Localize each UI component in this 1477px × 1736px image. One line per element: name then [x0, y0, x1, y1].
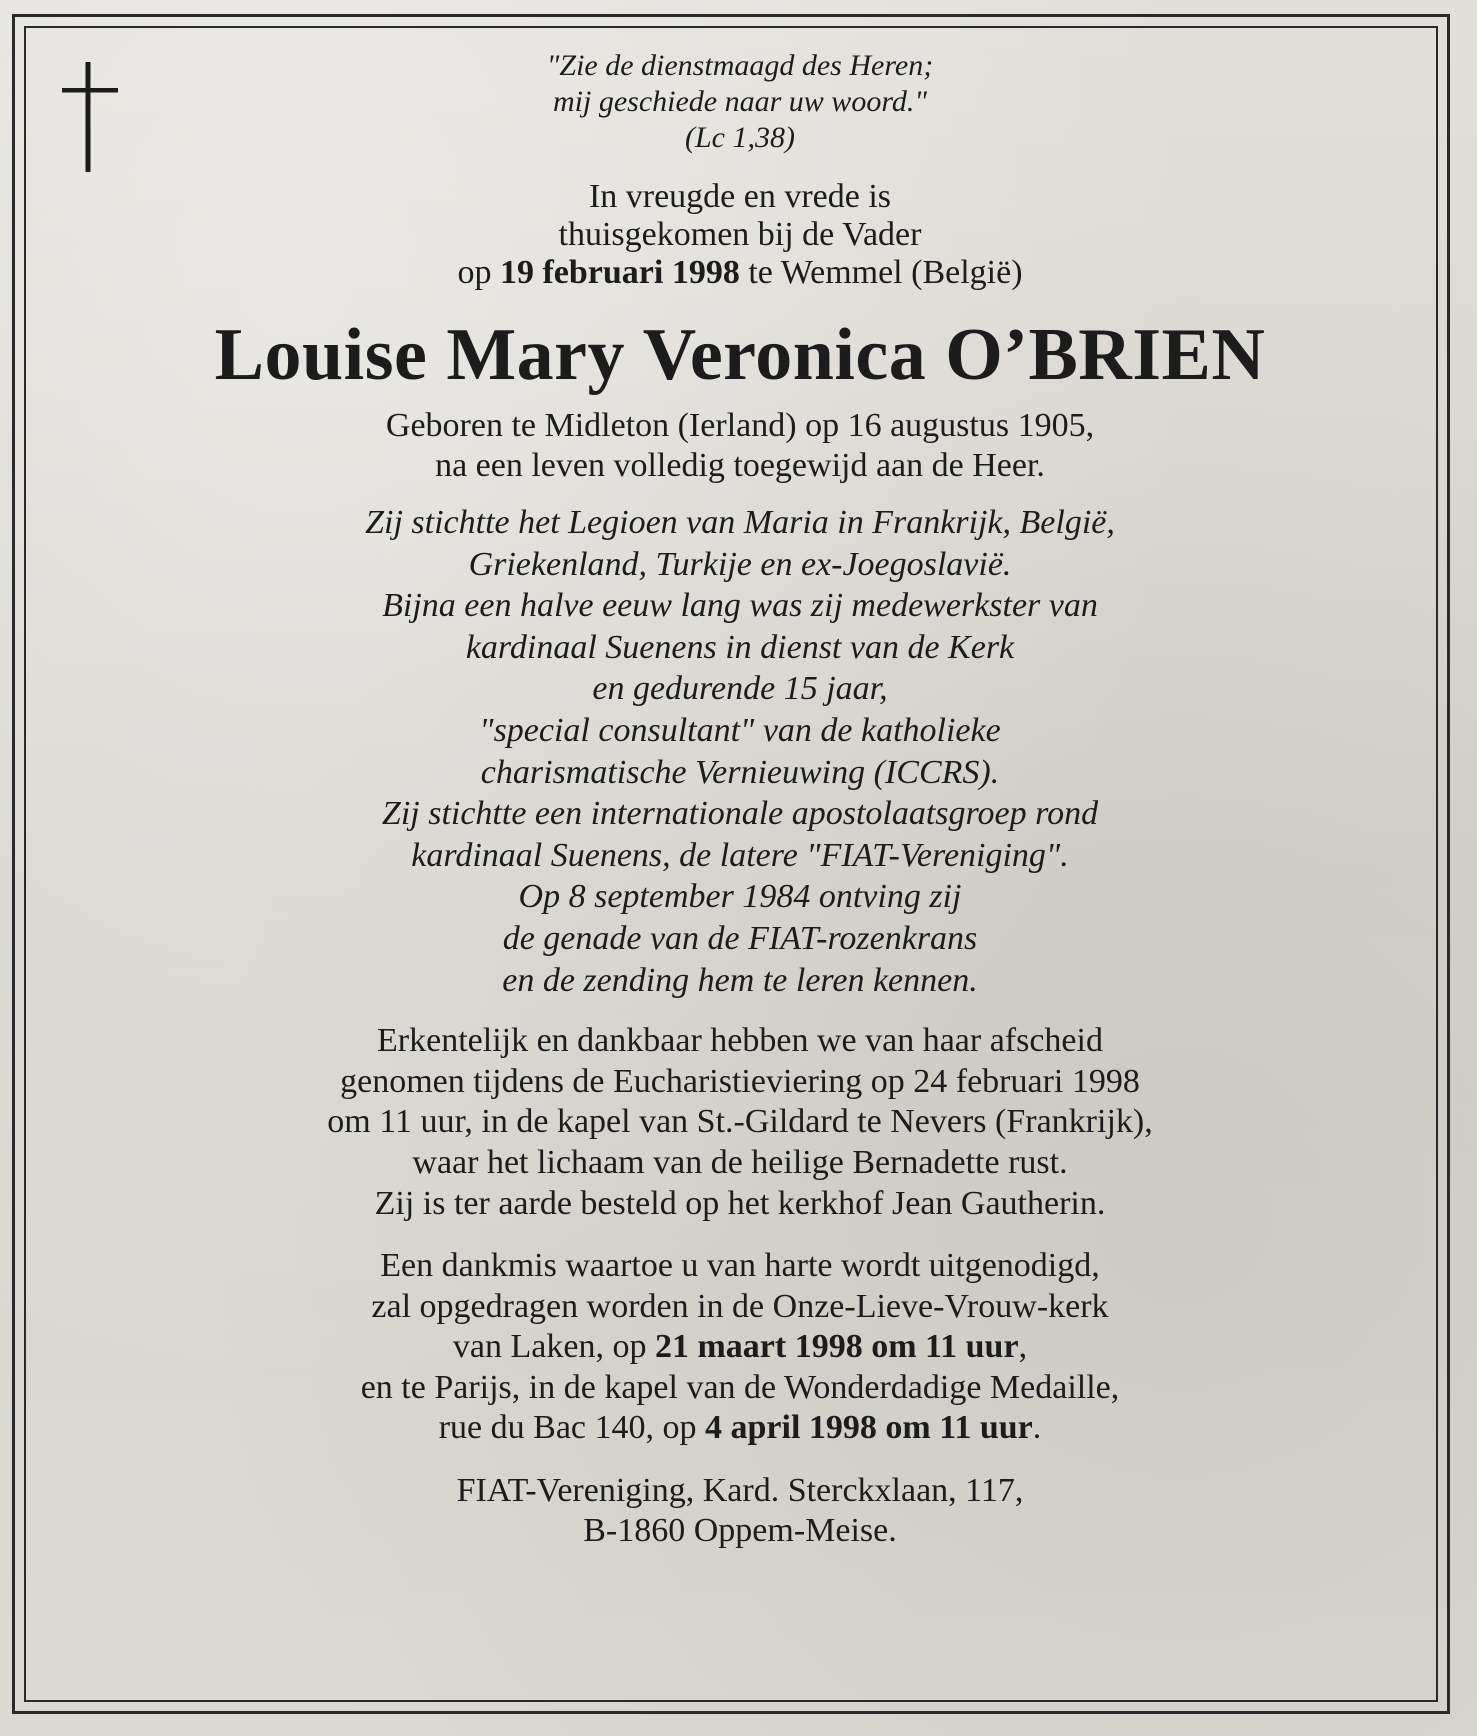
mass-line: rue du Bac 140, op 4 april 1998 om 11 uur.: [438, 1409, 1042, 1447]
bio-line: Op 8 september 1984 ontving zij: [518, 878, 962, 916]
quote-line: mij geschiede naar uw woord.": [553, 85, 927, 118]
bio-line: "special consultant" van de katholieke: [479, 711, 1001, 749]
mass-line: zal opgedragen worden in de Onze-Lieve-Vrouw-kerk: [371, 1287, 1109, 1325]
intro-line: In vreugde en vrede is: [588, 178, 892, 215]
thanksgiving-mass: [60, 1246, 1420, 1449]
farewell-paragraph: [60, 1021, 1420, 1224]
bio-line: Griekenland, Turkije en ex-Joegoslavië.: [468, 545, 1012, 583]
announcement-intro: [60, 178, 1420, 292]
quote-line: "Zie de dienstmaagd des Heren;: [546, 49, 934, 82]
address-line: FIAT-Vereniging, Kard. Sterckxlaan, 117,: [456, 1472, 1024, 1510]
farewell-line: Zij is ter aarde besteld op het kerkhof Jean Gautherin.: [374, 1184, 1106, 1222]
intro-line: thuisgekomen bij de Vader: [558, 216, 922, 253]
address-line: B-1860 Oppem-Meise.: [583, 1512, 897, 1550]
quote-reference: (Lc 1,38): [685, 121, 795, 154]
contact-address: [60, 1471, 1420, 1551]
death-date-line: op 19 februari 1998 te Wemmel (België): [457, 254, 1023, 291]
mass-line: Een dankmis waartoe u van harte wordt uitgenodigd,: [380, 1247, 1100, 1285]
farewell-line: genomen tijdens de Eucharistieviering op 24 februari 1998: [340, 1062, 1140, 1100]
obituary-text: [60, 48, 1420, 1551]
biography: [60, 502, 1420, 1001]
bio-line: Zij stichtte een internationale apostolaatsgroep rond: [381, 795, 1099, 833]
bio-line: en gedurende 15 jaar,: [592, 670, 888, 708]
bio-line: charismatische Vernieuwing (ICCRS).: [480, 753, 1000, 791]
bio-line: Bijna een halve eeuw lang was zij medewerkster van: [382, 587, 1098, 625]
birth-line: Geboren te Midleton (Ierland) op 16 augustus 1905,: [385, 407, 1095, 444]
deceased-name: Louise Mary Veronica O’BRIEN: [214, 314, 1266, 396]
bio-line: en de zending hem te leren kennen.: [502, 961, 978, 999]
birth-line: na een leven volledig toegewijd aan de Heer.: [435, 447, 1045, 484]
bio-line: kardinaal Suenens, de latere "FIAT-Vereniging".: [411, 836, 1069, 874]
farewell-line: om 11 uur, in de kapel van St.-Gildard te Nevers (Frankrijk),: [327, 1103, 1153, 1141]
bio-line: kardinaal Suenens in dienst van de Kerk: [465, 628, 1015, 666]
birth-info: [60, 406, 1420, 486]
farewell-line: waar het lichaam van de heilige Bernadette rust.: [412, 1143, 1068, 1181]
bio-line: Zij stichtte het Legioen van Maria in Frankrijk, België,: [365, 504, 1115, 541]
bio-line: de genade van de FIAT-rozenkrans: [502, 919, 978, 957]
mass-date-laken: 21 maart 1998 om 11 uur: [654, 1328, 1019, 1366]
mass-line: en te Parijs, in de kapel van de Wonderdadige Medaille,: [360, 1368, 1120, 1406]
death-date: 19 februari 1998: [499, 254, 740, 291]
bible-quote: [60, 48, 1420, 156]
mass-date-paris: 4 april 1998 om 11 uur: [705, 1409, 1033, 1447]
mass-line: van Laken, op 21 maart 1998 om 11 uur,: [452, 1328, 1028, 1366]
farewell-line: Erkentelijk en dankbaar hebben we van haar afscheid: [377, 1022, 1103, 1060]
